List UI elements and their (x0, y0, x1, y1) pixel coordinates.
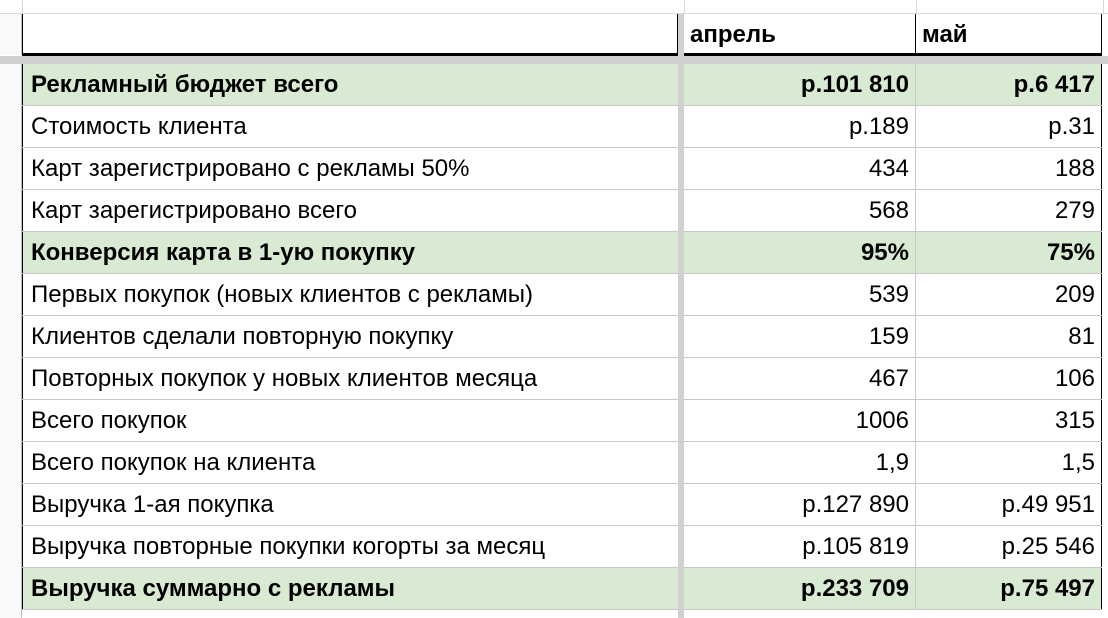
table-row (22, 64, 1102, 106)
table-row (22, 274, 1102, 316)
row-label-cell[interactable]: Всего покупок на клиента (22, 442, 678, 483)
may-value-cell[interactable]: р.25 546 (916, 526, 1102, 567)
april-value-cell[interactable]: р.189 (684, 106, 916, 147)
may-value-cell[interactable]: р.49 951 (916, 484, 1102, 525)
row-label-cell[interactable]: Карт зарегистрировано всего (22, 190, 678, 231)
row-label-cell[interactable]: Карт зарегистрировано с рекламы 50% (22, 148, 678, 189)
may-value-cell[interactable]: р.31 (916, 106, 1102, 147)
header-cell-label[interactable] (22, 14, 678, 55)
april-value-cell[interactable]: 467 (684, 358, 916, 399)
row-label-cell[interactable]: Стоимость клиента (22, 106, 678, 147)
may-value-cell[interactable]: р.6 417 (916, 64, 1102, 105)
row-label-cell[interactable]: Клиентов сделали повторную покупку (22, 316, 678, 357)
row-header-column (0, 64, 22, 618)
may-value-cell[interactable]: 188 (916, 148, 1102, 189)
header-cell-april[interactable]: апрель (684, 14, 916, 55)
partial-cell[interactable] (916, 0, 1104, 14)
row-label-cell[interactable]: Выручка 1-ая покупка (22, 484, 678, 525)
april-value-cell[interactable]: 539 (684, 274, 916, 315)
may-value-cell[interactable]: 209 (916, 274, 1102, 315)
table-row (22, 568, 1102, 610)
table-row (22, 106, 1102, 148)
partial-cell[interactable] (22, 0, 679, 14)
row-label-cell[interactable]: Выручка повторные покупки когорты за месяц (22, 526, 678, 567)
april-value-cell[interactable]: 434 (684, 148, 916, 189)
table-row (22, 190, 1102, 232)
table-row (22, 484, 1102, 526)
may-value-cell[interactable]: р.75 497 (916, 568, 1102, 609)
row-header-stub (0, 14, 22, 55)
table-row (22, 148, 1102, 190)
header-cell-may[interactable]: май (916, 14, 1102, 55)
partial-cell[interactable] (684, 0, 917, 14)
may-value-cell[interactable]: 315 (916, 400, 1102, 441)
frozen-row-separator[interactable] (0, 56, 1108, 64)
april-value-cell[interactable]: р.127 890 (684, 484, 916, 525)
row-label-cell[interactable]: Конверсия карта в 1-ую покупку (22, 232, 678, 273)
data-rows (22, 64, 1102, 610)
april-value-cell[interactable]: р.233 709 (684, 568, 916, 609)
may-value-cell[interactable]: 75% (916, 232, 1102, 273)
april-value-cell[interactable]: р.101 810 (684, 64, 916, 105)
table-row (22, 232, 1102, 274)
row-label-cell[interactable]: Выручка суммарно с рекламы (22, 568, 678, 609)
table-row (22, 400, 1102, 442)
partial-top-row (0, 0, 1108, 14)
april-value-cell[interactable]: 1006 (684, 400, 916, 441)
april-value-cell[interactable]: 568 (684, 190, 916, 231)
frozen-column-separator[interactable] (678, 14, 684, 618)
april-value-cell[interactable]: 1,9 (684, 442, 916, 483)
header-row (0, 14, 1108, 55)
table-row (22, 442, 1102, 484)
row-label-cell[interactable]: Первых покупок (новых клиентов с рекламы) (22, 274, 678, 315)
row-label-cell[interactable]: Повторных покупок у новых клиентов месяца (22, 358, 678, 399)
table-row (22, 526, 1102, 568)
row-label-cell[interactable]: Всего покупок (22, 400, 678, 441)
april-value-cell[interactable]: р.105 819 (684, 526, 916, 567)
may-value-cell[interactable]: 81 (916, 316, 1102, 357)
april-value-cell[interactable]: 159 (684, 316, 916, 357)
may-value-cell[interactable]: 106 (916, 358, 1102, 399)
table-row (22, 316, 1102, 358)
row-label-cell[interactable]: Рекламный бюджет всего (22, 64, 678, 105)
may-value-cell[interactable]: 279 (916, 190, 1102, 231)
may-value-cell[interactable]: 1,5 (916, 442, 1102, 483)
april-value-cell[interactable]: 95% (684, 232, 916, 273)
table-row (22, 358, 1102, 400)
